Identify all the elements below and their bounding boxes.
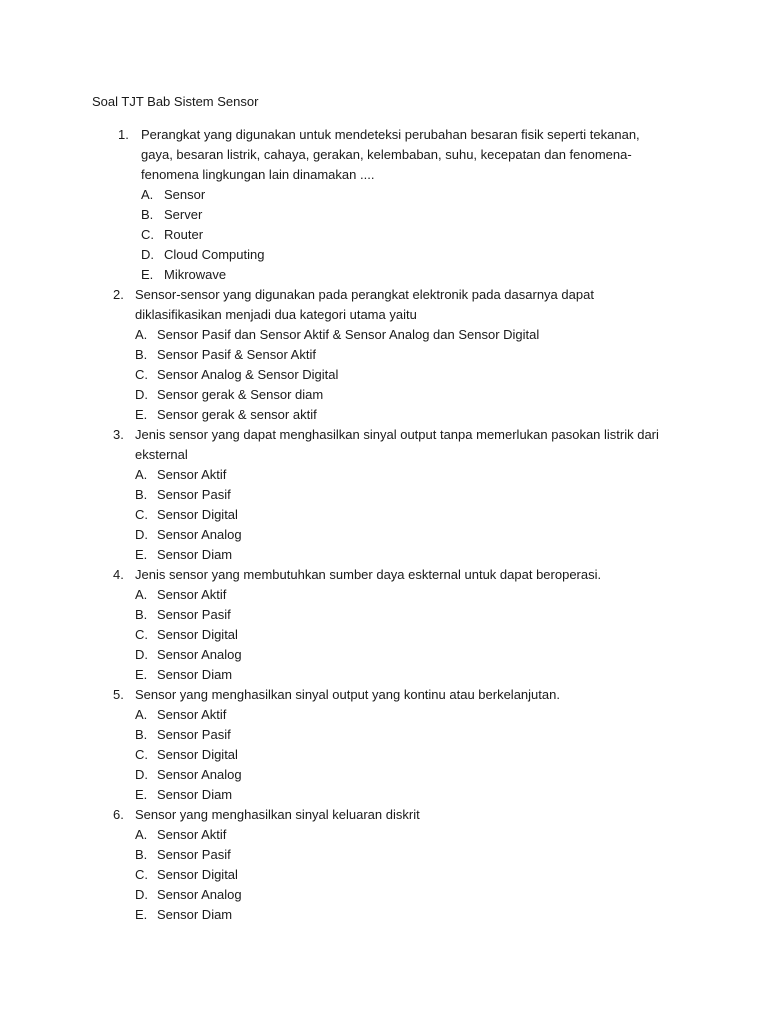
option-letter: C. xyxy=(135,367,148,382)
option-e xyxy=(0,545,768,565)
option-d xyxy=(0,765,768,785)
option-letter: A. xyxy=(141,187,154,202)
option-text: Sensor Diam xyxy=(157,667,233,682)
option-list xyxy=(0,325,768,425)
option-letter: E. xyxy=(135,907,148,922)
option-letter: C. xyxy=(135,867,148,882)
option-e xyxy=(0,265,768,285)
option-c xyxy=(0,225,768,245)
option-letter: B. xyxy=(141,207,154,222)
option-text: Cloud Computing xyxy=(164,247,265,262)
option-a xyxy=(0,705,768,725)
option-letter: D. xyxy=(135,767,148,782)
option-b xyxy=(0,485,768,505)
question-number: 4. xyxy=(113,567,124,582)
option-text: Server xyxy=(164,207,203,222)
option-letter: E. xyxy=(135,407,148,422)
option-letter: B. xyxy=(135,347,148,362)
option-text: Sensor Analog xyxy=(157,647,242,662)
question-5 xyxy=(0,685,768,805)
option-c xyxy=(0,865,768,885)
option-letter: C. xyxy=(141,227,154,242)
option-letter: D. xyxy=(135,647,148,662)
option-a xyxy=(0,185,768,205)
question-number: 5. xyxy=(113,687,124,702)
option-letter: B. xyxy=(135,607,148,622)
option-letter: C. xyxy=(135,627,148,642)
option-letter: D. xyxy=(135,887,148,902)
option-a xyxy=(0,465,768,485)
option-d xyxy=(0,525,768,545)
option-text: Sensor Aktif xyxy=(157,827,227,842)
option-e xyxy=(0,665,768,685)
option-c xyxy=(0,365,768,385)
option-letter: A. xyxy=(135,327,148,342)
question-text: Jenis sensor yang membutuhkan sumber daya eskternal untuk dapat beroperasi. xyxy=(135,567,602,582)
option-text: Sensor gerak & sensor aktif xyxy=(157,407,317,422)
question-6 xyxy=(0,805,768,925)
option-b xyxy=(0,205,768,225)
option-list xyxy=(0,185,768,285)
option-list xyxy=(0,585,768,685)
option-b xyxy=(0,845,768,865)
option-text: Sensor Pasif & Sensor Aktif xyxy=(157,347,316,362)
option-letter: D. xyxy=(135,527,148,542)
question-3 xyxy=(0,425,768,565)
option-letter: E. xyxy=(135,547,148,562)
question-text: Perangkat yang digunakan untuk mendeteksi perubahan besaran fisik seperti tekanan, gaya, besaran listrik, cahaya, gerakan, kelembaban, suhu, kecepatan dan fenomena-fenomena lingkungan lain dinamakan .... xyxy=(141,127,640,182)
question-text: Jenis sensor yang dapat menghasilkan sinyal output tanpa memerlukan pasokan listrik dari eksternal xyxy=(135,427,659,462)
option-text: Sensor Diam xyxy=(157,787,233,802)
option-letter: A. xyxy=(135,827,148,842)
option-b xyxy=(0,725,768,745)
option-text: Sensor xyxy=(164,187,206,202)
option-text: Sensor gerak & Sensor diam xyxy=(157,387,324,402)
option-letter: A. xyxy=(135,467,148,482)
option-letter: B. xyxy=(135,727,148,742)
option-c xyxy=(0,625,768,645)
option-letter: D. xyxy=(141,247,154,262)
option-text: Sensor Pasif xyxy=(157,487,231,502)
question-text: Sensor yang menghasilkan sinyal output yang kontinu atau berkelanjutan. xyxy=(135,687,560,702)
option-text: Sensor Digital xyxy=(157,747,238,762)
option-b xyxy=(0,605,768,625)
option-text: Sensor Analog & Sensor Digital xyxy=(157,367,339,382)
option-text: Sensor Aktif xyxy=(157,587,227,602)
option-text: Sensor Diam xyxy=(157,547,233,562)
option-c xyxy=(0,505,768,525)
option-d xyxy=(0,385,768,405)
question-2 xyxy=(0,285,768,425)
question-list xyxy=(0,125,768,925)
option-b xyxy=(0,345,768,365)
option-letter: B. xyxy=(135,487,148,502)
option-text: Sensor Pasif dan Sensor Aktif & Sensor Analog dan Sensor Digital xyxy=(157,327,540,342)
option-letter: C. xyxy=(135,747,148,762)
option-text: Sensor Pasif xyxy=(157,727,231,742)
option-text: Sensor Pasif xyxy=(157,847,231,862)
option-text: Sensor Analog xyxy=(157,887,242,902)
option-text: Sensor Pasif xyxy=(157,607,231,622)
option-e xyxy=(0,405,768,425)
option-d xyxy=(0,885,768,905)
option-letter: D. xyxy=(135,387,148,402)
option-list xyxy=(0,705,768,805)
option-letter: E. xyxy=(135,787,148,802)
option-text: Router xyxy=(164,227,204,242)
option-text: Sensor Digital xyxy=(157,507,238,522)
option-text: Sensor Aktif xyxy=(157,707,227,722)
option-text: Mikrowave xyxy=(164,267,227,282)
option-text: Sensor Diam xyxy=(157,907,233,922)
option-e xyxy=(0,905,768,925)
option-d xyxy=(0,245,768,265)
option-a xyxy=(0,825,768,845)
option-letter: A. xyxy=(135,587,148,602)
question-number: 3. xyxy=(113,427,124,442)
option-c xyxy=(0,745,768,765)
option-text: Sensor Analog xyxy=(157,527,242,542)
option-e xyxy=(0,785,768,805)
option-list xyxy=(0,465,768,565)
question-number: 1. xyxy=(118,127,129,142)
option-a xyxy=(0,325,768,345)
option-letter: A. xyxy=(135,707,148,722)
question-1 xyxy=(0,125,768,285)
question-text: Sensor-sensor yang digunakan pada perangkat elektronik pada dasarnya dapat diklasifikasikan menjadi dua kategori utama yaitu xyxy=(135,287,594,322)
option-text: Sensor Analog xyxy=(157,767,242,782)
question-4 xyxy=(0,565,768,685)
option-text: Sensor Digital xyxy=(157,627,238,642)
document-title: Soal TJT Bab Sistem Sensor xyxy=(92,94,259,109)
option-letter: E. xyxy=(135,667,148,682)
question-text: Sensor yang menghasilkan sinyal keluaran diskrit xyxy=(135,807,420,822)
option-letter: C. xyxy=(135,507,148,522)
question-number: 6. xyxy=(113,807,124,822)
question-number: 2. xyxy=(113,287,124,302)
option-letter: E. xyxy=(141,267,154,282)
option-text: Sensor Aktif xyxy=(157,467,227,482)
option-text: Sensor Digital xyxy=(157,867,238,882)
option-letter: B. xyxy=(135,847,148,862)
option-list xyxy=(0,825,768,925)
option-d xyxy=(0,645,768,665)
option-a xyxy=(0,585,768,605)
